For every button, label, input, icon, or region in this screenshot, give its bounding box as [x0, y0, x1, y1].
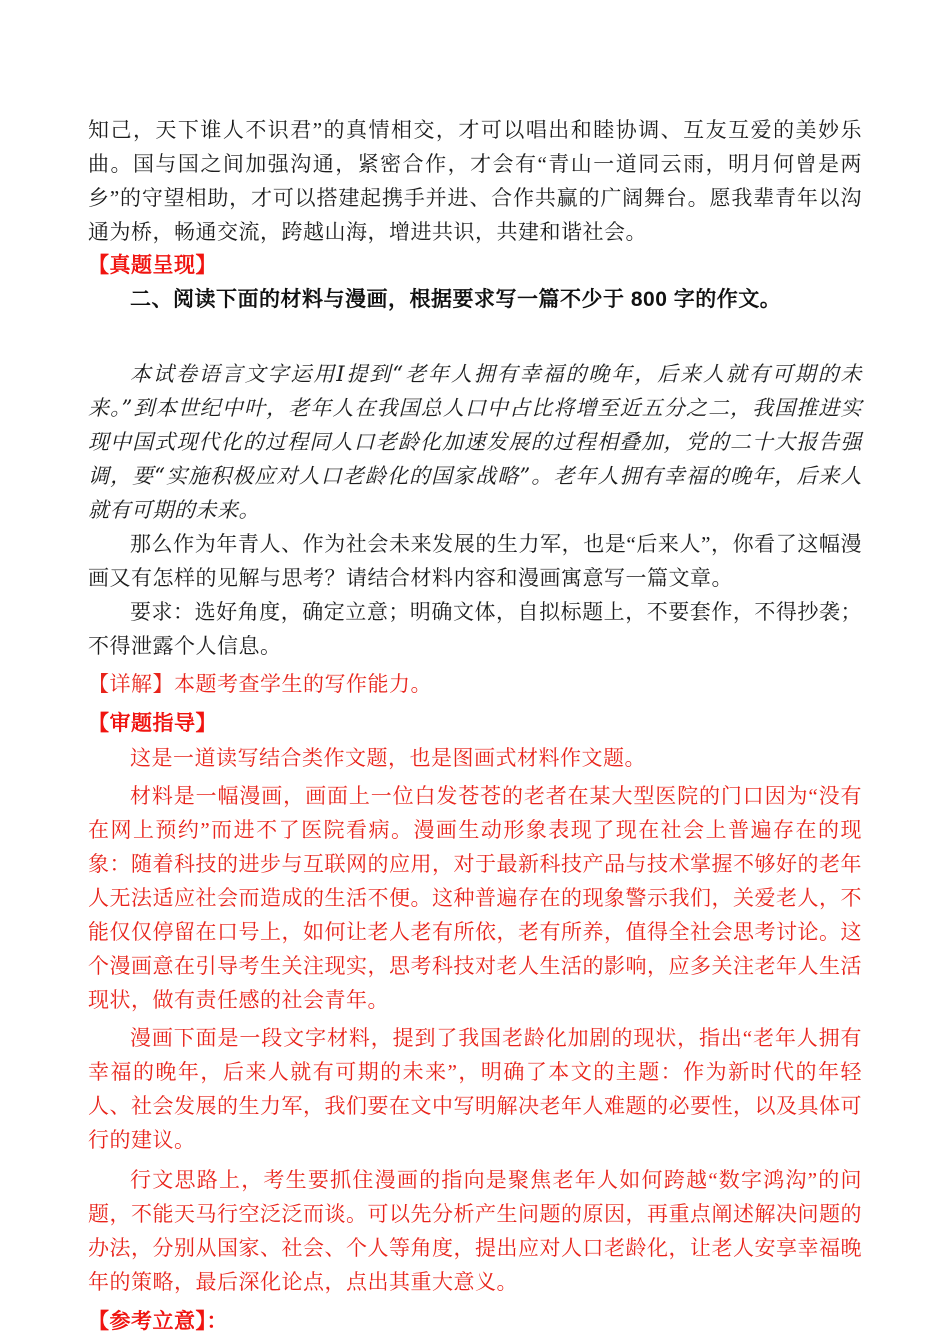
paragraph-task-question: 那么作为年青人、作为社会未来发展的生力军，也是“后来人”，你看了这幅漫画又有怎样的见解与思考？请结合材料内容和漫画寓意写一篇文章。: [88, 532, 862, 590]
paragraph-requirements: 要求：选好角度，确定立意；明确文体，自拟标题上，不要套作，不得抄袭；不得泄露个人信息。: [88, 600, 862, 658]
paragraph-analysis-type: 这是一道读写结合类作文题，也是图画式材料作文题。: [130, 746, 646, 770]
essay-prompt-line: 二、阅读下面的材料与漫画，根据要求写一篇不少于 800 字的作文。: [130, 288, 782, 311]
paragraph-material-quote: 本试卷语言文字运用Ⅰ提到“老年人拥有幸福的晚年，后来人就有可期的未来。”到本世纪中叶，老年人在我国总人口中占比将增至近五分之二，我国推进实现中国式现代化的过程同人口老龄化加速发展的过程相叠加，党的二十大报告强调，要“实施积极应对人口老龄化的国家战略”。老年人拥有幸福的晚年，后来人就有可期的未来。: [88, 362, 862, 522]
section-header-cankao-liyi: 【参考立意】：: [88, 1310, 228, 1333]
section-header-shenti-zhidao: 【审题指导】: [88, 712, 217, 735]
paragraph-analysis-writing-approach: 行文思路上，考生要抓住漫画的指向是聚焦老年人如何跨越“数字鸿沟”的问题，不能天马行空泛泛而谈。可以先分析产生问题的原因，再重点阐述解决问题的办法，分别从国家、社会、个人等角度，提出应对人口老龄化，让老人安享幸福晚年的策略，最后深化论点，点出其重大意义。: [88, 1168, 862, 1294]
paragraph-detail-note: 【详解】本题考查学生的写作能力。: [88, 672, 432, 696]
paragraph-conclusion: 知己，天下谁人不识君”的真情相交，才可以唱出和睦协调、互友互爱的美妙乐曲。国与国之间加强沟通，紧密合作，才会有“青山一道同云雨，明月何曾是两乡”的守望相助，才可以搭建起携手并进、合作共赢的广阔舞台。愿我辈青年以沟通为桥，畅通交流，跨越山海，增进共识，共建和谐社会。: [88, 118, 862, 244]
paragraph-analysis-cartoon: 材料是一幅漫画，画面上一位白发苍苍的老者在某大型医院的门口因为“没有在网上预约”而进不了医院看病。漫画生动形象表现了现在社会上普遍存在的现象：随着科技的进步与互联网的应用，对于最新科技产品与技术掌握不够好的老年人无法适应社会而造成的生活不便。这种普遍存在的现象警示我们，关爱老人，不能仅仅停留在口号上，如何让老人老有所依，老有所养，值得全社会思考讨论。这个漫画意在引导考生关注现实，思考科技对老人生活的影响，应多关注老年人生活现状，做有责任感的社会青年。: [88, 784, 862, 1012]
paragraph-analysis-text-material: 漫画下面是一段文字材料，提到了我国老龄化加剧的现状，指出“老年人拥有幸福的晚年，后来人就有可期的未来”，明确了本文的主题：作为新时代的年轻人、社会发展的生力军，我们要在文中写明解决老年人难题的必要性，以及具体可行的建议。: [88, 1026, 862, 1152]
blank-line: [88, 317, 862, 357]
section-header-zhenti-chengxian: 【真题呈现】: [88, 254, 217, 277]
